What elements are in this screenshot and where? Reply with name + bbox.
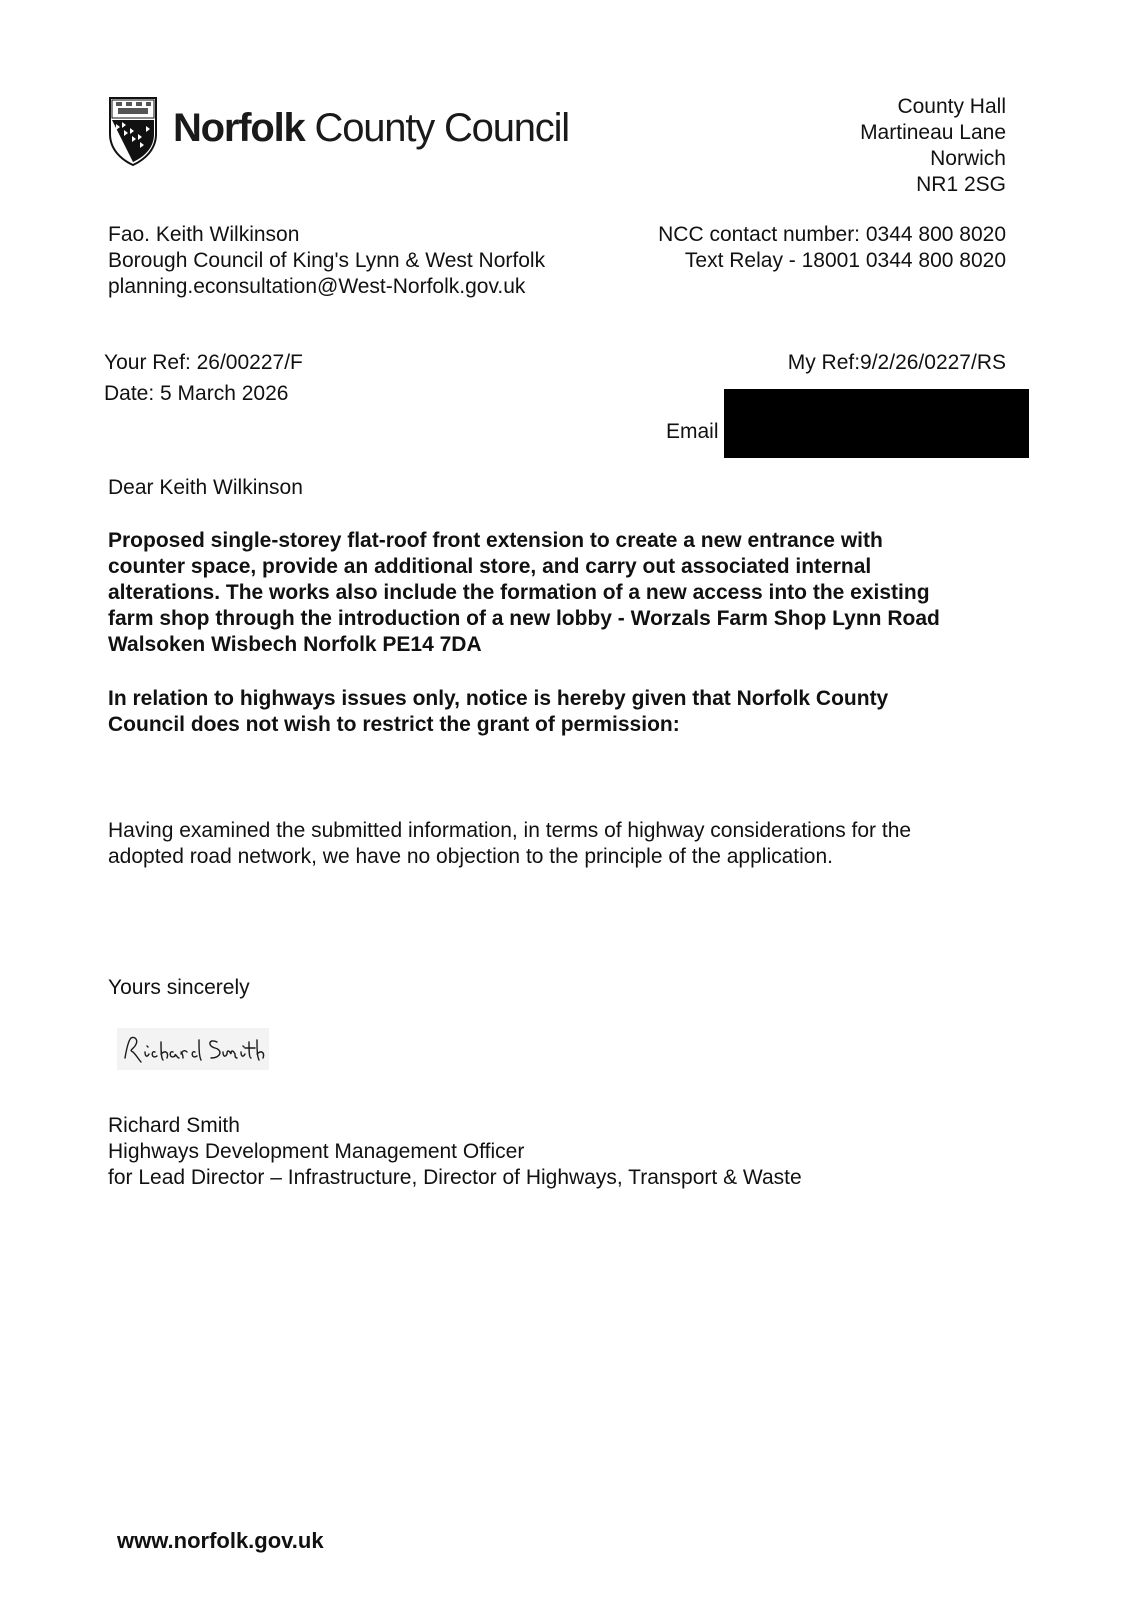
subject-line: farm shop through the introduction of a new lobby - Worzals Farm Shop Lynn Road xyxy=(108,607,940,630)
address-line: Norwich xyxy=(930,147,1006,170)
signatory-block xyxy=(108,1113,802,1191)
recipient-email: planning.econsultation@West-Norfolk.gov.uk xyxy=(108,275,526,298)
contact-number: NCC contact number: 0344 800 8020 xyxy=(658,223,1006,246)
redaction-box xyxy=(724,389,1029,458)
body-line: Having examined the submitted information, in terms of highway considerations for the xyxy=(108,819,912,842)
email-label: Email xyxy=(666,420,719,443)
your-reference: Your Ref: 26/00227/F xyxy=(104,351,303,374)
subject-line: counter space, provide an additional store, and carry out associated internal xyxy=(108,555,872,578)
subject-line: alterations. The works also include the formation of a new access into the existing xyxy=(108,581,930,604)
body-paragraph xyxy=(108,818,1038,870)
notice-line: Council does not wish to restrict the grant of permission: xyxy=(108,713,680,736)
address-line: NR1 2SG xyxy=(916,173,1006,196)
subject-line: Walsoken Wisbech Norfolk PE14 7DA xyxy=(108,633,482,656)
recipient-block xyxy=(108,222,545,300)
notice-line: In relation to highways issues only, notice is hereby given that Norfolk County xyxy=(108,687,889,710)
council-crest-icon xyxy=(108,96,158,166)
signature-icon xyxy=(117,1028,269,1070)
highways-notice xyxy=(108,686,1038,738)
subject-heading xyxy=(108,528,1038,658)
signatory-name: Richard Smith xyxy=(108,1114,240,1137)
signatory-department: for Lead Director – Infrastructure, Director of Highways, Transport & Waste xyxy=(108,1166,802,1189)
recipient-name: Fao. Keith Wilkinson xyxy=(108,223,300,246)
my-reference: My Ref:9/2/26/0227/RS xyxy=(787,351,1006,374)
handwritten-signature xyxy=(117,1028,269,1070)
closing: Yours sincerely xyxy=(108,976,250,999)
subject-line: Proposed single-storey flat-roof front extension to create a new entrance with xyxy=(108,529,883,552)
recipient-organisation: Borough Council of King's Lynn & West Norfolk xyxy=(108,249,546,272)
text-relay-number: Text Relay - 18001 0344 800 8020 xyxy=(684,249,1006,272)
logo-text-light: County Council xyxy=(314,106,569,150)
logo-text-bold: Norfolk xyxy=(173,106,305,150)
letter-date: Date: 5 March 2026 xyxy=(104,382,289,405)
footer-website: www.norfolk.gov.uk xyxy=(117,1528,324,1553)
address-line: Martineau Lane xyxy=(860,121,1006,144)
salutation: Dear Keith Wilkinson xyxy=(108,476,303,499)
address-line: County Hall xyxy=(897,95,1006,118)
body-line: adopted road network, we have no objection to the principle of the application. xyxy=(108,845,833,868)
signatory-title: Highways Development Management Officer xyxy=(108,1140,525,1163)
contact-block xyxy=(658,222,1006,274)
logo-text xyxy=(173,106,569,150)
council-address xyxy=(860,94,1006,198)
